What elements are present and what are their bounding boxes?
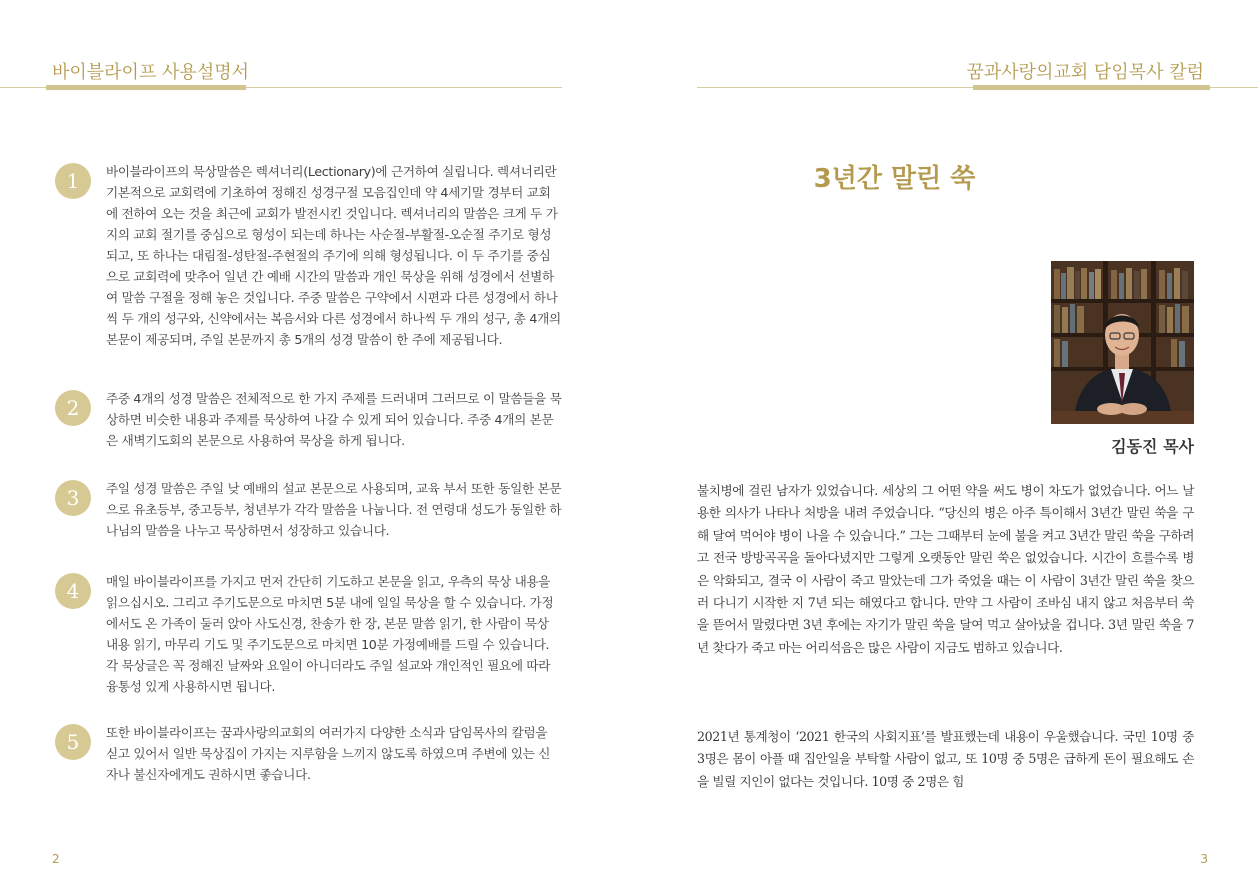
article-paragraph-1: 불치병에 걸린 남자가 있었습니다. 세상의 그 어떤 약을 써도 병이 차도가 없었습니다. 어느 날 용한 의사가 나타나 처방을 내려 주었습니다. “당신의 병은 아주 특이해서 3년간 말린 쑥을 구해 달여 먹어야 병이 나을 수 있습니다.” 그는 그때부터 눈에 불을 켜고 3년간 말린 쑥을 구하려고 전국 방방곡곡을 돌아다녔지만 그렇게 오랫동안 말린 쑥은 없었습니다. 시간이 흐를수록 병은 악화되고, 결국 이 사람이 죽고 말았는데 그가 죽었을 때는 이 사람이 3년간 말린 쑥을 찾으러 다니기 시작한 지 7년 되는 해였다고 합니다. 만약 그 사람이 조바심 내지 않고 처음부터 쑥을 뜯어서 말렸다면 3년 후에는 자기가 말린 쑥을 달여 먹고 살아났을 겁니다. 3년 말린 쑥을 7년 찾다가 죽고 마는 어리석음은 많은 사람이 지금도 범하고 있습니다. (697, 483, 1194, 655)
item-text: 주일 성경 말씀은 주일 낮 예배의 설교 본문으로 사용되며, 교육 부서 또한 동일한 본문으로 유초등부, 중고등부, 청년부가 각각 말씀을 나눕니다. 전 연령대 성도가 동일한 하나님의 말씀을 나누고 묵상하면서 성장하고 있습니다. (106, 481, 562, 538)
item-text: 주중 4개의 성경 말씀은 전체적으로 한 가지 주제를 드러내며 그러므로 이 말씀들을 묵상하면 비슷한 내용과 주제를 묵상하여 나갈 수 있게 되어 있습니다. 주중 4개의 본문은 새벽기도회의 본문으로 사용하여 묵상을 하게 됩니다. (106, 391, 562, 448)
item-number-badge: 1 (55, 163, 91, 199)
item-number-badge: 2 (55, 390, 91, 426)
item-number-badge: 4 (55, 573, 91, 609)
item-text: 매일 바이블라이프를 가지고 먼저 간단히 기도하고 본문을 읽고, 우측의 묵상 내용을 읽으십시오. 그리고 주기도문으로 마치면 5분 내에 일일 묵상을 할 수 있습니다. 가정에서도 온 가족이 둘러 앉아 사도신경, 찬송가 한 장, 본문 말씀 읽기, 한 사람이 묵상 내용 읽기, 마무리 기도 및 주기도문으로 마치면 10분 가정예배를 드릴 수 있습니다. 각 묵상글은 꼭 정해진 날짜와 요일이 아니더라도 주일 설교와 개인적인 필요에 따라 융통성 있게 사용하시면 됩니다. (106, 574, 554, 694)
right-header-accent-bar (973, 85, 1210, 90)
left-header-accent-bar (46, 85, 246, 90)
right-page-number: 3 (1200, 852, 1208, 866)
item-number-badge: 5 (55, 724, 91, 760)
left-page-header: 바이블라이프 사용설명서 (52, 62, 249, 83)
article-title: 3년간 말린 쑥 (813, 164, 976, 194)
item-text: 또한 바이블라이프는 꿈과사랑의교회의 여러가지 다양한 소식과 담임목사의 칼럼을 싣고 있어서 일반 묵상집이 가지는 지루함을 느끼지 않도록 하였으며 주변에 있는 신자나 불신자에게도 권하시면 좋습니다. (106, 725, 551, 782)
item-text: 바이블라이프의 묵상말씀은 렉셔너리(Lectionary)에 근거하여 실립니다. 렉셔너리란 기본적으로 교회력에 기초하여 정해진 성경구절 모음집인데 약 4세기말 경부터 교회에 전하여 오는 것을 최근에 교회가 발전시킨 것입니다. 렉셔너리의 말씀은 크게 두 가지의 교회 절기를 중심으로 형성이 되는데 하나는 사순절-부활절-오순절 주기로 형성되고, 또 하나는 대림절-성탄절-주현절의 주기에 의해 형성됩니다. 이 두 주기를 중심으로 교회력에 맞추어 일년 간 예배 시간의 말씀과 개인 묵상을 위해 성경에서 선별하여 말씀 구절을 정해 놓은 것입니다. 주중 말씀은 구약에서 시편과 다른 성경에서 하나씩 두 개의 성구와, 신약에서는 복음서와 다른 성경에서 하나씩 두 개의 성구, 총 4개의 본문이 제공되며, 주일 본문까지 총 5개의 성경 말씀이 한 주에 제공됩니다. (106, 164, 561, 347)
left-page-number: 2 (52, 852, 60, 866)
article-paragraph-2: 2021년 통계청이 ‘2021 한국의 사회지표’를 발표했는데 내용이 우울했습니다. 국민 10명 중 3명은 몸이 아플 때 집안일을 부탁할 사람이 없고, 또 10명 중 5명은 급하게 돈이 필요해도 손을 빌릴 지인이 없다는 것입니다. 10명 중 2명은 힘 (697, 729, 1194, 789)
author-name: 김동진 목사 (1111, 437, 1194, 456)
item-number-badge: 3 (55, 480, 91, 516)
right-page-header: 꿈과사랑의교회 담임목사 칼럼 (966, 62, 1204, 83)
author-photo (1051, 261, 1194, 424)
